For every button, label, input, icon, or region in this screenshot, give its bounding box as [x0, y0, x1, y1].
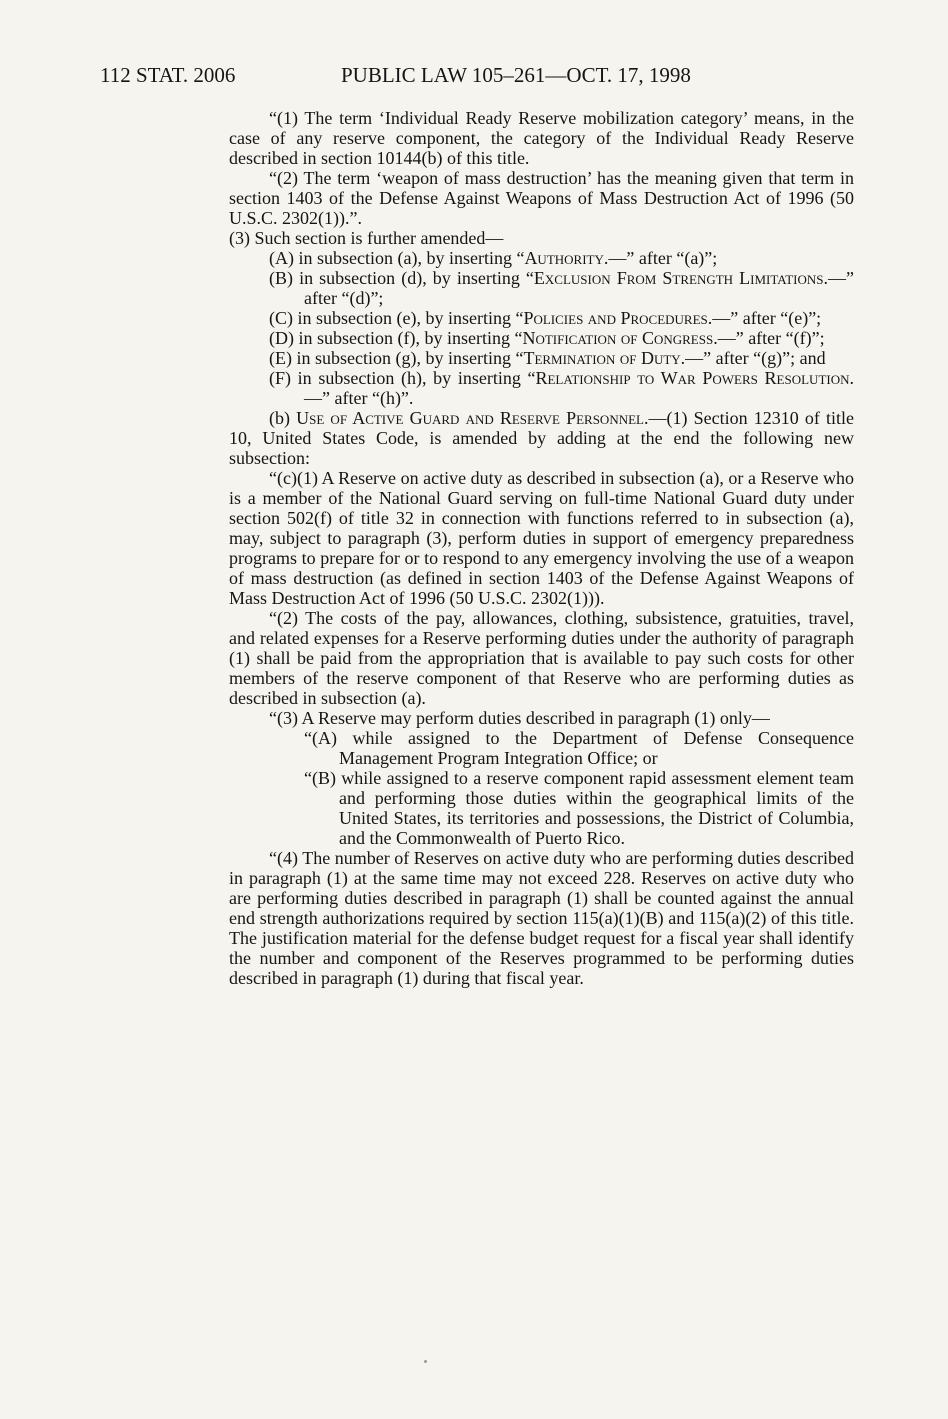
new-subsection-c-3-a: “(A) while assigned to the Department of Defense Consequence Management Program Integration Office; or: [304, 728, 854, 768]
new-subsection-c-3-b: “(B) while assigned to a reserve component rapid assessment element team and performing those duties within the geographical limits of the United States, its territories and possessions, the District of Columbia, and the Commonwealth of Puerto Rico.: [304, 768, 854, 848]
page-header: [100, 60, 760, 90]
amendment-item-a: (A) in subsection (a), by inserting “Authority.—” after “(a)”;: [269, 248, 718, 268]
amendment-item-e: (E) in subsection (g), by inserting “Termination of Duty.—” after “(g)”; and: [269, 348, 826, 368]
statute-page-reference: 112 STAT. 2006: [100, 63, 236, 87]
subsection-b: (b) Use of Active Guard and Reserve Personnel.—(1) Section 12310 of title 10, United States Code, is amended by adding at the end the following new subsection:: [229, 408, 854, 468]
amendment-item-f: (F) in subsection (h), by inserting “Relationship to War Powers Resolution.—” after “(h)”.: [269, 368, 854, 408]
amendment-item-d: (D) in subsection (f), by inserting “Notification of Congress.—” after “(f)”;: [269, 328, 825, 348]
new-subsection-c-3: “(3) A Reserve may perform duties described in paragraph (1) only—: [269, 708, 770, 728]
subsection-b-heading: Use of Active Guard and Reserve Personnel.: [296, 408, 649, 428]
definition-paragraph-1: “(1) The term ‘Individual Ready Reserve mobilization category’ means, in the case of any reserve component, the category of the Individual Ready Reserve described in section 10144(b) of this title.: [229, 108, 854, 168]
new-subsection-c-1: “(c)(1) A Reserve on active duty as described in subsection (a), or a Reserve who is a member of the National Guard serving on full-time National Guard duty under section 502(f) of title 32 in connection with functions referred to in subsection (a), may, subject to paragraph (3), perform duties in support of emergency preparedness programs to prepare for or to respond to any emergency involving the use of a weapon of mass destruction (as defined in section 1403 of the Defense Against Weapons of Mass Destruction Act of 1996 (50 U.S.C. 2302(1))).: [229, 468, 854, 608]
amendment-intro: (3) Such section is further amended—: [229, 228, 504, 248]
scan-speck: [424, 1360, 427, 1363]
new-subsection-c-4: “(4) The number of Reserves on active duty who are performing duties described in paragraph (1) at the same time may not exceed 228. Reserves on active duty who are performing duties described in paragraph (1) shall be counted against the annual end strength authorizations required by section 115(a)(1)(B) and 115(a)(2) of this title. The justification material for the defense budget request for a fiscal year shall identify the number and component of the Reserves programmed to be performing duties described in paragraph (1) during that fiscal year.: [229, 848, 854, 988]
definition-paragraph-2: “(2) The term ‘weapon of mass destruction’ has the meaning given that term in section 1403 of the Defense Against Weapons of Mass Destruction Act of 1996 (50 U.S.C. 2302(1)).”.: [229, 168, 854, 228]
public-law-title: PUBLIC LAW 105–261—OCT. 17, 1998: [341, 63, 691, 87]
amendment-item-b: (B) in subsection (d), by inserting “Exclusion From Strength Limitations.—” after “(d)”;: [269, 268, 854, 308]
new-subsection-c-2: “(2) The costs of the pay, allowances, clothing, subsistence, gratuities, travel, and related expenses for a Reserve performing duties under the authority of paragraph (1) shall be paid from the appropriation that is available to pay such costs for other members of the reserve component of that Reserve who are performing duties as described in subsection (a).: [229, 608, 854, 708]
statute-text: [229, 108, 854, 988]
amendment-item-c: (C) in subsection (e), by inserting “Policies and Procedures.—” after “(e)”;: [269, 308, 822, 328]
